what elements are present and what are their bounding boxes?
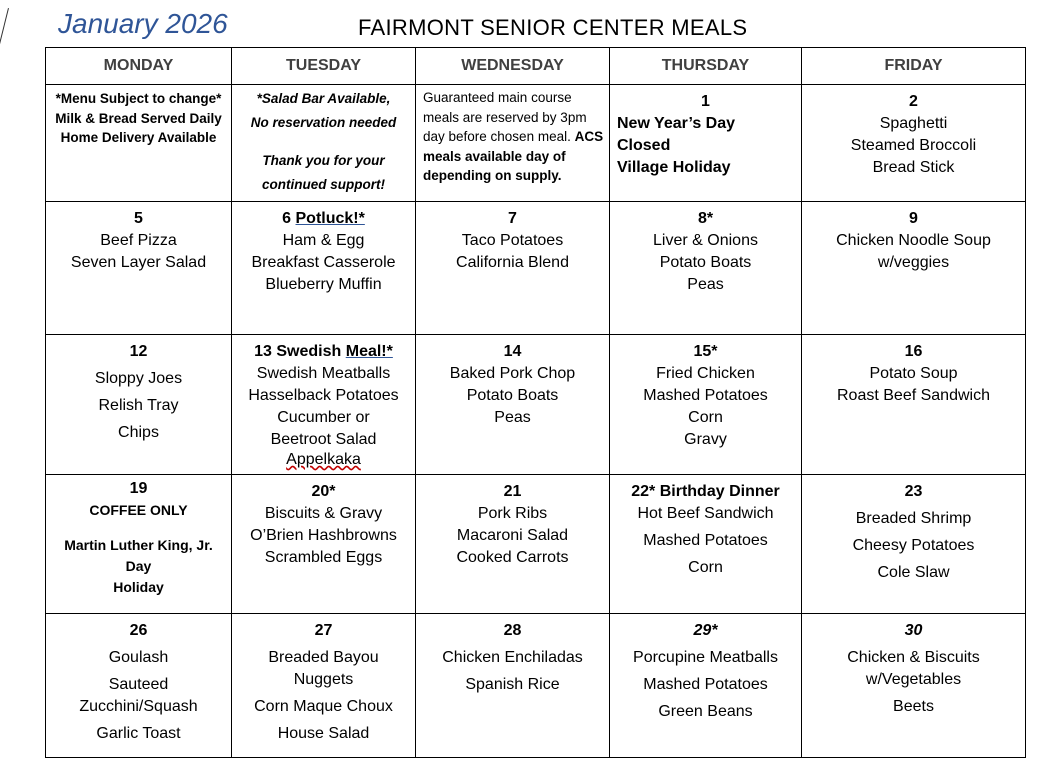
menu-item: Beetroot Salad [270,431,377,448]
day-number: 23 [904,483,923,500]
menu-item: COFFEE ONLY [89,502,188,518]
menu-item: Beef Pizza [100,232,177,249]
day-cell [610,475,802,614]
menu-item: Corn Maque Choux [254,698,393,715]
menu-item: Sloppy Joes [94,370,183,387]
day-number: 16 [904,343,923,360]
menu-item: Peas [494,409,531,426]
menu-item: Spaghetti [879,115,948,132]
reservation-note: Guaranteed main course meals are reserved by 3pm day before chosen meal. [423,90,587,144]
weekday-friday: FRIDAY [802,48,1026,85]
menu-item: California Blend [456,254,569,271]
menu-item: Potato Soup [869,365,958,382]
day-cell [46,335,232,475]
day-number: 15* [693,343,718,360]
day-cell [416,335,610,475]
day-cell [232,335,416,475]
menu-item: w/veggies [877,254,950,271]
swedish-meal-label: Meal!* [345,343,393,360]
day-cell [802,475,1026,614]
note-line: No reservation needed [250,115,397,130]
day-number: 29* [693,622,718,639]
day-heading [232,208,415,230]
note-line: Milk & Bread Served Daily [55,110,222,126]
slash-mark [0,8,9,47]
menu-item: Cucumber or [277,409,370,426]
week-row-2 [46,202,1026,335]
menu-item: Bread Stick [872,159,955,176]
menu-item: Cheesy Potatoes [852,537,975,554]
menu-item: Goulash [108,649,169,666]
day-number: 21 [503,483,522,500]
note-cell-tuesday [232,85,416,202]
menu-item: Spanish Rice [465,676,560,693]
day-number: 30 [904,622,923,639]
menu-item: Green Beans [658,703,753,720]
menu-item: Hot Beef Sandwich [637,505,774,522]
day-number: 20* [311,483,336,500]
week-row-1 [46,85,1026,202]
menu-item: Chicken Enchiladas [442,649,583,666]
day-cell [46,202,232,335]
menu-item: O’Brien Hashbrowns [250,527,397,544]
menu-item: New Year’s Day [617,115,736,132]
menu-item: Mashed Potatoes [643,532,768,549]
menu-item: Liver & Onions [653,232,758,249]
menu-item: Cole Slaw [877,564,950,581]
menu-item: Steamed Broccoli [850,137,977,154]
day-number: 28 [503,622,522,639]
note-line: *Salad Bar Available, [256,91,391,106]
day-number: 2 [909,93,918,110]
menu-item: Corn [688,559,723,576]
week-row-5 [46,614,1026,758]
menu-item: Pork Ribs [477,505,548,522]
menu-item: Breaded Shrimp [855,510,972,527]
day-number: 22* Birthday Dinner [631,483,780,500]
menu-item: Taco Potatoes [461,232,564,249]
menu-item: Chicken & Biscuits [847,649,980,666]
menu-item: Macaroni Salad [456,527,569,544]
weekday-thursday: THURSDAY [610,48,802,85]
menu-item: Sauteed [108,676,169,693]
weekday-monday: MONDAY [46,48,232,85]
menu-item: Potato Boats [659,254,752,271]
menu-item: Peas [687,276,724,293]
menu-item: Roast Beef Sandwich [837,387,990,404]
week-row-4 [46,475,1026,614]
day-number: 5 [134,210,143,227]
menu-item: Ham & Egg [282,232,365,249]
note-line: continued support! [262,177,385,192]
day-cell [416,614,610,758]
menu-item: Swedish Meatballs [256,365,391,382]
day-number: 8* [697,210,714,227]
note-line: *Menu Subject to change* [55,91,222,106]
menu-item: Hasselback Potatoes [248,387,399,404]
day-cell [610,614,802,758]
acs-note: ACS meals available day of depending on supply. [423,129,604,183]
holiday-line: Day [125,558,152,574]
day-number: 6 [282,210,292,227]
note-cell-wednesday [416,85,610,202]
day-cell [610,335,802,475]
day-cell [802,85,1026,202]
weekday-wednesday: WEDNESDAY [416,48,610,85]
day-cell [416,202,610,335]
menu-item: Biscuits & Gravy [264,505,383,522]
menu-item: Mashed Potatoes [643,387,768,404]
menu-item: Appelkaka [286,451,361,468]
menu-item: Zucchini/Squash [79,698,198,715]
menu-item: Garlic Toast [96,725,181,742]
menu-item: House Salad [277,725,370,742]
day-cell [232,614,416,758]
menu-item: Scrambled Eggs [264,549,383,566]
weekday-tuesday: TUESDAY [232,48,416,85]
day-cell [802,335,1026,475]
meal-calendar [45,47,1026,758]
day-cell [232,202,416,335]
day-number: 13 Swedish [254,343,342,360]
day-cell [610,85,802,202]
potluck-label: Potluck!* [295,210,365,227]
day-cell [232,475,416,614]
day-cell [802,614,1026,758]
note-line: Home Delivery Available [60,130,217,145]
menu-item: Mashed Potatoes [643,676,768,693]
menu-item: Chicken Noodle Soup [836,232,991,249]
day-number: 12 [129,343,148,360]
menu-item: Gravy [684,431,727,448]
menu-item: Seven Layer Salad [70,254,207,271]
day-number: 14 [503,343,522,360]
menu-item: Nuggets [293,671,354,688]
holiday-line: Holiday [113,579,164,595]
weekday-header-row [46,48,1026,85]
page-title: FAIRMONT SENIOR CENTER MEALS [358,15,748,40]
menu-item: Baked Pork Chop [449,365,576,382]
menu-item: Closed [617,137,671,154]
note-cell-monday [46,85,232,202]
menu-item: Fried Chicken [656,365,755,382]
day-heading [232,341,415,363]
menu-item: Cooked Carrots [456,549,569,566]
holiday-line: Martin Luther King, Jr. [64,537,213,553]
day-number: 1 [701,93,710,110]
month-title: January 2026 [58,8,228,39]
day-cell [416,475,610,614]
day-cell [802,202,1026,335]
menu-item: Porcupine Meatballs [633,649,778,666]
menu-item: Breakfast Casserole [251,254,396,271]
menu-item: Corn [688,409,723,426]
menu-item: Breaded Bayou [268,649,379,666]
menu-item: Blueberry Muffin [265,276,382,293]
day-cell [46,475,232,614]
day-number: 26 [129,622,148,639]
menu-item: w/Vegetables [865,671,962,688]
menu-item: Village Holiday [617,159,731,176]
note-line: Thank you for your [262,153,385,168]
menu-item: Beets [893,698,934,715]
day-cell [46,614,232,758]
day-cell [610,202,802,335]
day-number: 19 [129,480,148,497]
menu-item: Relish Tray [98,397,179,414]
week-row-3 [46,335,1026,475]
menu-item: Potato Boats [466,387,559,404]
day-number: 27 [314,622,333,639]
day-number: 9 [909,210,918,227]
menu-item: Chips [118,424,159,441]
day-number: 7 [508,210,517,227]
